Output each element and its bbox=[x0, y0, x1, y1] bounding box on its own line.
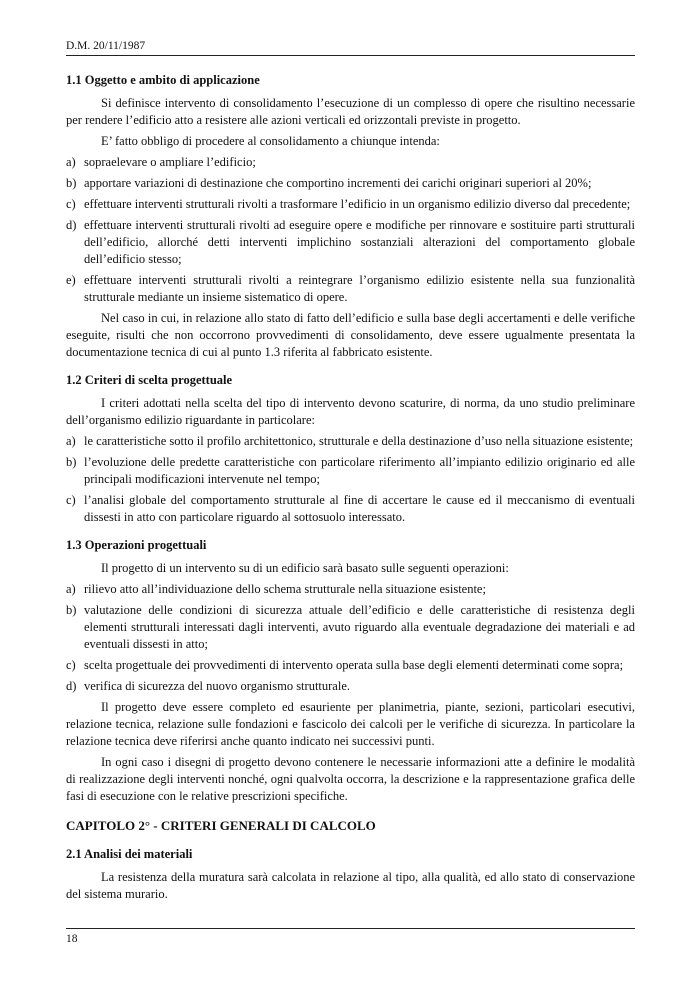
section-title-1-1: 1.1 Oggetto e ambito di applicazione bbox=[66, 73, 260, 87]
list-item-label: b) bbox=[66, 455, 77, 469]
list-item bbox=[66, 678, 635, 695]
list-item bbox=[66, 454, 635, 488]
section-title-1-2: 1.2 Criteri di scelta progettuale bbox=[66, 373, 233, 387]
list-item-label: c) bbox=[66, 197, 76, 211]
paragraph: Si definisce intervento di consolidamento l’esecuzione di un complesso di opere che risultino necessarie per rendere l’edificio atto a resistere alle azioni verticali ed orizzontali previste in progetto. bbox=[66, 96, 635, 127]
paragraph: Nel caso in cui, in relazione allo stato di fatto dell’edificio e sulla base degli accertamenti e delle verifiche eseguite, risulti che non occorrono provvedimenti di consolidamento, deve essere ugualmente presentata la documentazione tecnica di cui al punto 1.3 riferita al fabbricato esistente. bbox=[66, 311, 635, 359]
list-item bbox=[66, 602, 635, 653]
document-body bbox=[66, 72, 635, 907]
list-item-label: c) bbox=[66, 493, 76, 507]
list-item-text: effettuare interventi strutturali rivolti a trasformare l’edificio in un organismo edilizio diverso dal precedente; bbox=[84, 197, 631, 211]
list-item-text: rilievo atto all’individuazione dello schema strutturale nella situazione esistente; bbox=[84, 582, 486, 596]
list-item-text: effettuare interventi strutturali rivolti a reintegrare l’organismo edilizio esistente nella sua funzionalità strutturale mediante un insieme sistematico di opere. bbox=[84, 273, 635, 304]
page-number: 18 bbox=[66, 933, 78, 945]
chapter-title: CAPITOLO 2° - CRITERI GENERALI DI CALCOLO bbox=[66, 818, 376, 833]
list-item bbox=[66, 217, 635, 268]
list-item bbox=[66, 175, 635, 192]
list-item-text: verifica di sicurezza del nuovo organismo strutturale. bbox=[84, 679, 350, 693]
list-item-label: b) bbox=[66, 603, 77, 617]
list-item-label: a) bbox=[66, 582, 76, 596]
list-item-label: a) bbox=[66, 434, 76, 448]
list-item bbox=[66, 492, 635, 526]
list-item bbox=[66, 154, 635, 171]
list-item-text: sopraelevare o ampliare l’edificio; bbox=[84, 155, 256, 169]
list-item-text: effettuare interventi strutturali rivolti ad eseguire opere e modifiche per rinnovare e sostituire parti strutturali dell’edificio, allorché detti interventi implichino sostanziali alterazioni del comportamento globale dell’edificio stesso; bbox=[84, 218, 635, 266]
list-item-text: apportare variazioni di destinazione che comportino incrementi dei carichi originari superiori al 20%; bbox=[84, 176, 592, 190]
list-item-text: le caratteristiche sotto il profilo architettonico, strutturale e della destinazione d’uso nella situazione esistente; bbox=[84, 434, 634, 448]
paragraph: I criteri adottati nella scelta del tipo di intervento devono scaturire, di norma, da uno studio preliminare dell’organismo edilizio riguardante in particolare: bbox=[66, 396, 635, 427]
list-item-label: b) bbox=[66, 176, 77, 190]
list-item bbox=[66, 581, 635, 598]
list-item-text: scelta progettuale dei provvedimenti di intervento operata sulla base degli elementi determinati come sopra; bbox=[84, 658, 624, 672]
list-item-text: l’analisi globale del comportamento strutturale al fine di accertare le cause ed il meccanismo di eventuali dissesti in atto con particolare riguardo al sottosuolo interessato. bbox=[84, 493, 635, 524]
list-item bbox=[66, 657, 635, 674]
list-item-label: e) bbox=[66, 273, 76, 287]
list-item-label: d) bbox=[66, 679, 77, 693]
list-item bbox=[66, 196, 635, 213]
list-item-label: d) bbox=[66, 218, 77, 232]
list-item-label: c) bbox=[66, 658, 76, 672]
list-item-label: a) bbox=[66, 155, 76, 169]
page-footer bbox=[66, 928, 635, 945]
header-text: D.M. 20/11/1987 bbox=[66, 40, 146, 52]
paragraph: In ogni caso i disegni di progetto devono contenere le necessarie informazioni atte a definire le modalità di realizzazione degli interventi nonché, ogni qualvolta occorra, la descrizione e la rappresentazione grafica delle fasi di esecuzione con le relative prescrizioni specifiche. bbox=[66, 755, 635, 803]
list-item-text: l’evoluzione delle predette caratteristiche con particolare riferimento all’impianto edilizio originario ed alle principali modificazioni intervenute nel tempo; bbox=[84, 455, 635, 486]
list-item bbox=[66, 433, 635, 450]
list-item bbox=[66, 272, 635, 306]
section-title-1-3: 1.3 Operazioni progettuali bbox=[66, 538, 207, 552]
paragraph: La resistenza della muratura sarà calcolata in relazione al tipo, alla qualità, ed allo stato di conservazione del sistema murario. bbox=[66, 870, 635, 901]
list-item-text: valutazione delle condizioni di sicurezza attuale dell’edificio e delle caratteristiche di resistenza degli elementi strutturali interessati dagli interventi, avuto riguardo alla eventuale degradazione dei materiali e ad eventuali dissesti in atto; bbox=[84, 603, 635, 651]
paragraph: Il progetto di un intervento su di un edificio sarà basato sulle seguenti operazioni: bbox=[101, 561, 509, 575]
paragraph: E’ fatto obbligo di procedere al consolidamento a chiunque intenda: bbox=[101, 134, 440, 148]
section-title-2-1: 2.1 Analisi dei materiali bbox=[66, 847, 193, 861]
paragraph: Il progetto deve essere completo ed esauriente per planimetria, piante, sezioni, particolari esecutivi, relazione tecnica, relazione sulle fondazioni e fascicolo dei calcoli per le verifiche di sicurezza. In particolare la relazione tecnica deve riferirsi anche quanto indicato nei successivi punti. bbox=[66, 700, 635, 748]
page-header bbox=[66, 40, 635, 56]
document-page bbox=[66, 0, 635, 988]
